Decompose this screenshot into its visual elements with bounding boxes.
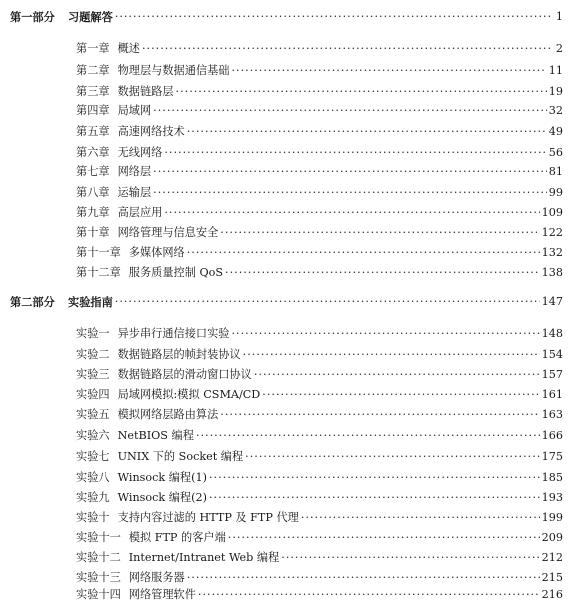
- dot-leader: [231, 327, 539, 341]
- entry-title: 局域网模拟:模拟 CSMA/CD: [117, 388, 261, 401]
- dot-leader: [164, 206, 539, 220]
- entry-title: 服务质量控制 QoS: [128, 266, 224, 279]
- page-number: 49: [548, 125, 563, 138]
- page-number: 11: [548, 64, 563, 77]
- page-number: 193: [541, 491, 563, 504]
- dot-leader: [220, 408, 539, 422]
- page-number: 161: [541, 388, 563, 401]
- entry-title: Winsock 编程(2): [117, 491, 207, 504]
- page-number: 132: [541, 246, 563, 259]
- toc-part-row: [10, 291, 563, 309]
- page-number: 148: [541, 327, 563, 340]
- dot-leader: [196, 429, 540, 443]
- part-title: 实验指南: [68, 295, 113, 309]
- toc-entry-row: [76, 404, 563, 422]
- entry-number: 第四章: [76, 104, 110, 117]
- page-number: 154: [541, 348, 563, 361]
- dot-leader: [153, 186, 547, 200]
- entry-title: 网络层: [117, 165, 152, 178]
- part-number: 第二部分: [10, 295, 55, 309]
- entry-number: 第十章: [76, 226, 110, 239]
- page-number: 215: [541, 571, 563, 584]
- entry-title: 物理层与数据通信基础: [117, 64, 230, 77]
- page-number: 81: [548, 165, 563, 178]
- entry-number: 第九章: [76, 206, 110, 219]
- entry-title: 局域网: [117, 104, 152, 117]
- dot-leader: [142, 42, 551, 56]
- entry-title: 异步串行通信接口实验: [117, 327, 230, 340]
- entry-number: 实验十三: [76, 571, 121, 584]
- entry-number: 实验三: [76, 368, 110, 381]
- toc-entry-row: [76, 100, 563, 118]
- dot-leader: [228, 531, 540, 545]
- entry-number: 实验十一: [76, 531, 121, 544]
- toc-entry-row: [76, 364, 563, 382]
- toc-entry-row: [76, 487, 563, 505]
- toc-entry-row: [76, 81, 563, 99]
- dot-leader: [262, 388, 539, 402]
- entry-number: 实验六: [76, 429, 110, 442]
- entry-title: 数据链路层的滑动窗口协议: [117, 368, 252, 381]
- entry-title: UNIX 下的 Socket 编程: [117, 450, 244, 463]
- entry-title: 数据链路层: [117, 85, 174, 98]
- toc-entry-row: [76, 567, 563, 585]
- entry-number: 第一章: [76, 42, 110, 55]
- page-number: 166: [541, 429, 563, 442]
- dot-leader: [198, 588, 540, 602]
- dot-leader: [153, 104, 547, 118]
- toc-entry-row: [76, 467, 563, 485]
- toc-part-row: [10, 6, 563, 24]
- page-number: 138: [541, 266, 563, 279]
- entry-number: 实验十: [76, 511, 110, 524]
- entry-title: 网络管理与信息安全: [117, 226, 219, 239]
- dot-leader: [164, 146, 546, 160]
- page-number: 199: [541, 511, 563, 524]
- dot-leader: [153, 165, 547, 179]
- entry-title: 网络管理软件: [128, 588, 196, 601]
- page-number: 1: [555, 10, 563, 23]
- page-number: 56: [548, 146, 563, 159]
- entry-number: 第七章: [76, 165, 110, 178]
- dot-leader: [187, 246, 540, 260]
- dot-leader: [187, 571, 540, 585]
- dot-leader: [245, 450, 539, 464]
- entry-title: Winsock 编程(1): [117, 471, 207, 484]
- dot-leader: [209, 471, 540, 485]
- dot-leader: [176, 85, 547, 99]
- toc-entry-row: [76, 547, 563, 565]
- dot-leader: [220, 226, 539, 240]
- entry-number: 实验四: [76, 388, 110, 401]
- toc-entry-row: [76, 242, 563, 260]
- entry-number: 实验十二: [76, 551, 121, 564]
- page-number: 19: [548, 85, 563, 98]
- page-number: 163: [541, 408, 563, 421]
- toc-entry-row: [76, 425, 563, 443]
- toc-entry-row: [76, 142, 563, 160]
- entry-title: 无线网络: [117, 146, 163, 159]
- entry-title: 概述: [117, 42, 140, 55]
- page-number: 209: [541, 531, 563, 544]
- entry-title: NetBIOS 编程: [117, 429, 194, 442]
- entry-number: 实验二: [76, 348, 110, 361]
- toc-entry-row: [76, 38, 563, 56]
- entry-title: 数据链路层的帧封装协议: [117, 348, 241, 361]
- entry-title: 模拟 FTP 的客户端: [128, 531, 226, 544]
- entry-number: 第二章: [76, 64, 110, 77]
- entry-title: 支持内容过滤的 HTTP 及 FTP 代理: [117, 511, 299, 524]
- entry-number: 第五章: [76, 125, 110, 138]
- toc-entry-row: [76, 182, 563, 200]
- dot-leader: [209, 491, 540, 505]
- entry-number: 实验一: [76, 327, 110, 340]
- entry-number: 第六章: [76, 146, 110, 159]
- dot-leader: [231, 64, 546, 78]
- toc-entry-row: [76, 527, 563, 545]
- toc-entry-row: [76, 121, 563, 139]
- entry-title: 高层应用: [117, 206, 163, 219]
- page-number: 185: [541, 471, 563, 484]
- page-number: 2: [555, 42, 563, 55]
- page-number: 157: [541, 368, 563, 381]
- page-number: 99: [548, 186, 563, 199]
- entry-number: 实验五: [76, 408, 110, 421]
- toc-entry-row: [76, 323, 563, 341]
- toc-entry-row: [76, 262, 563, 280]
- toc-entry-row: [76, 507, 563, 525]
- part-title: 习题解答: [68, 10, 113, 24]
- entry-title: 网络服务器: [128, 571, 185, 584]
- dot-leader: [301, 511, 540, 525]
- toc-entry-row: [76, 446, 563, 464]
- page-number: 212: [541, 551, 563, 564]
- dot-leader: [281, 551, 539, 565]
- dot-leader: [187, 125, 547, 139]
- page-number: 175: [541, 450, 563, 463]
- entry-number: 第十一章: [76, 246, 121, 259]
- part-number: 第一部分: [10, 10, 55, 24]
- entry-title: 多媒体网络: [128, 246, 185, 259]
- toc-entry-row: [76, 222, 563, 240]
- toc-entry-row: [76, 202, 563, 220]
- dot-leader: [243, 348, 540, 362]
- entry-number: 第十二章: [76, 266, 121, 279]
- page-number: 109: [541, 206, 563, 219]
- dot-leader: [115, 10, 551, 24]
- entry-number: 第三章: [76, 85, 110, 98]
- page-number: 216: [541, 588, 563, 601]
- toc-entry-row: [76, 384, 563, 402]
- entry-number: 实验九: [76, 491, 110, 504]
- toc-entry-row: [76, 161, 563, 179]
- entry-number: 实验八: [76, 471, 110, 484]
- toc-entry-row: [76, 60, 563, 78]
- page-number: 147: [541, 295, 563, 308]
- entry-number: 第八章: [76, 186, 110, 199]
- entry-title: 运输层: [117, 186, 152, 199]
- entry-title: 模拟网络层路由算法: [117, 408, 219, 421]
- page-number: 122: [541, 226, 563, 239]
- toc-entry-row: [76, 344, 563, 362]
- dot-leader: [254, 368, 540, 382]
- entry-number: 实验十四: [76, 588, 121, 601]
- entry-number: 实验七: [76, 450, 110, 463]
- dot-leader: [115, 295, 540, 309]
- page-number: 32: [548, 104, 563, 117]
- entry-title: Internet/Intranet Web 编程: [128, 551, 280, 564]
- toc-entry-row: [76, 584, 563, 602]
- entry-title: 高速网络技术: [117, 125, 185, 138]
- dot-leader: [225, 266, 540, 280]
